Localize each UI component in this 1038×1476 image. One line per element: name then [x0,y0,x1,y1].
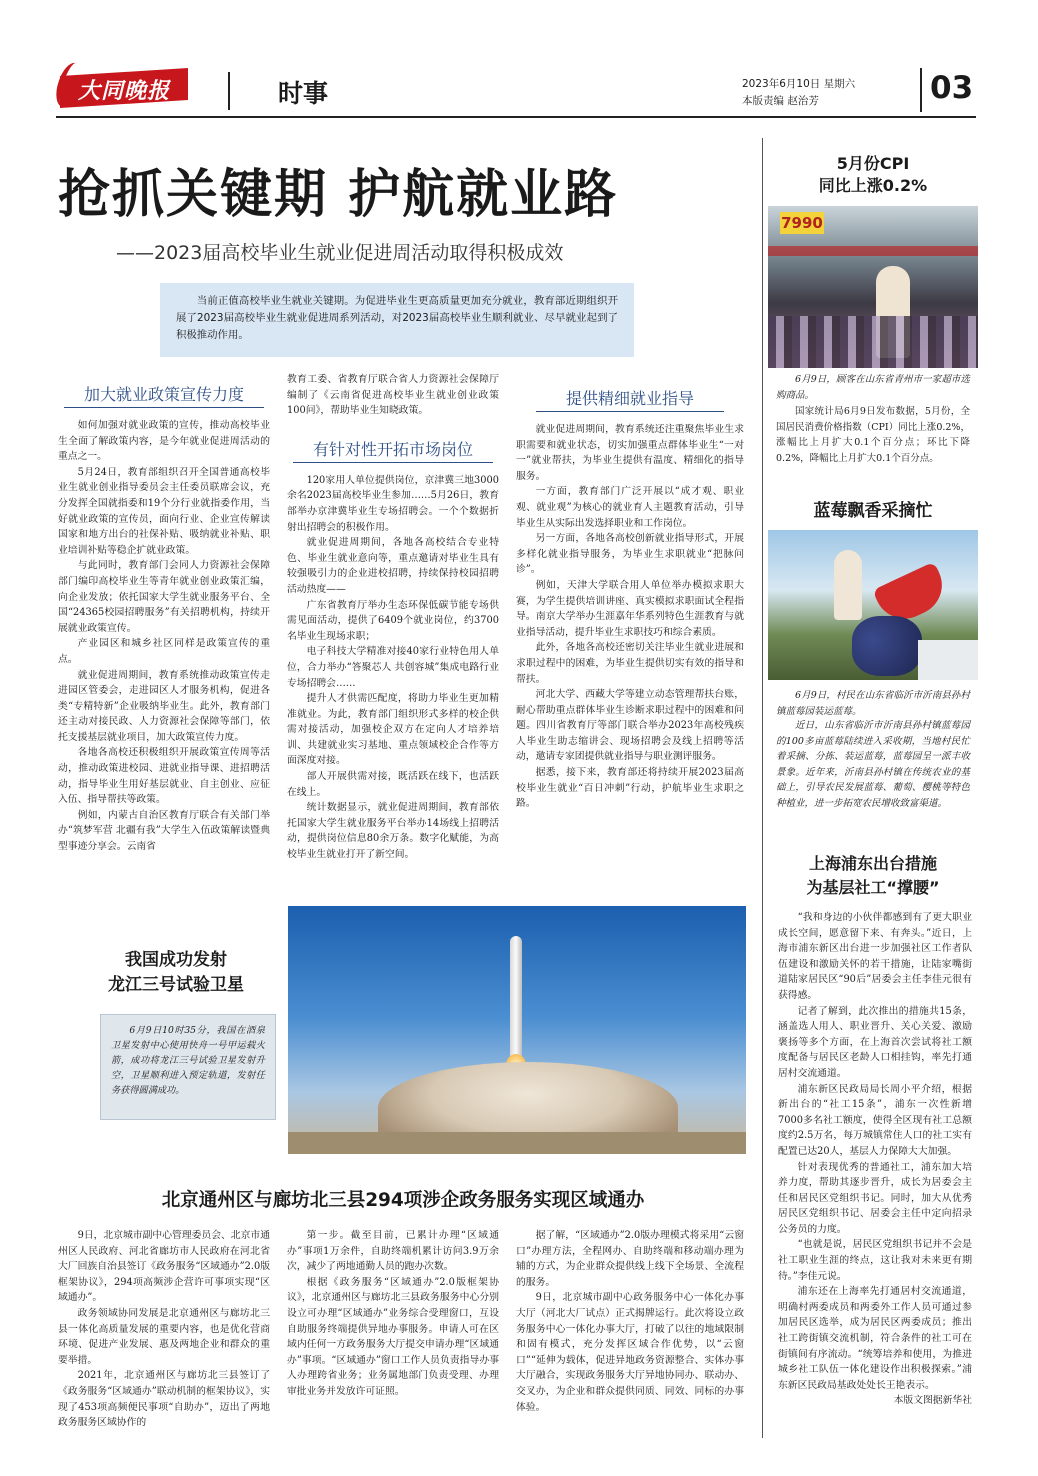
tongzhou-paragraph: 2021年，北京通州区与廊坊北三县签订了《政务服务“区域通办”联动机制的框架协议》，实现了453项高频便民事项“自助办”，迈出了两地政务服务区域协作的 [58,1370,270,1429]
tongzhou-paragraph: 根据《政务服务“区域通办”2.0版框架协议》，北京通州区与廊坊北三县政务服务中心分别设立可办理“区域通办”业务综合受理窗口，互设自助服务终端提供异地办事服务。申请人可在区域内任何一方政务服务大厅提交申请办理“区域通办”事项。“区域通办”窗口工作人员负责指导办事人办理跨省业务；业务属地部门负责受理、办理审批业务并发放许可证照。 [287,1276,499,1397]
article-paragraph: 例如，天津大学联合用人单位举办模拟求职大赛，为学生提供培训讲座、真实模拟求职面试全程指导。南京大学举办生涯嘉年华系列特色生涯教育与就业指导活动，提升毕业生求职技巧和综合素质。 [516,579,744,638]
shanghai-paragraph: 针对表现优秀的普通社工，浦东加大培养力度，帮助其逐步晋升，成长为居委会主任和居民区党组织书记。同时，加大从优秀居民区党组织书记、居委会主任中定向招录公务员的力度。 [778,1161,972,1235]
blueberry-photo [768,530,978,680]
tongzhou-paragraph: 第一步。截至目前，已累计办理“区域通办”事项1万余件，自助终端机累计访问3.9万余次，减少了两地通勤人员的跑办次数。 [287,1230,499,1273]
tongzhou-column-3 [516,1228,744,1438]
cpi-title-line1: 5月份CPI [836,154,910,173]
tongzhou-paragraph: 9日，北京城市副中心政务服务中心一体化办事大厅（河北大厂试点）正式揭牌运行。此次将设立政务服务中心一体化办事大厅，打破了以往的地域限制和固有模式，充分发挥区域合作优势，以“云窗口”“延伸为载体，促进异地政务资源整合、实体办事大厅融合，实现政务服务大厅异地协同办、联动办、交叉办，为企业和群众提供同质、同效、同标的办事体验。 [516,1292,744,1413]
worker-figure [834,550,862,620]
shanghai-paragraph: “也就是说，居民区党组织书记并不会是社工职业生涯的终点，这让我对未来更有期待。”李佳元说。 [778,1239,972,1282]
rocket-body [510,936,522,1056]
tongzhou-paragraph: 据了解，“区域通办”2.0版办理模式将采用“云窗口”办理方法，全程网办、自助终端和移动端办理为辅的方式，为企业群众提供线上线下全场景、全流程的服务。 [516,1230,744,1288]
lead-text: 当前正值高校毕业生就业关键期。为促进毕业生更高质量更加充分就业，教育部近期组织开展了2023届高校毕业生就业促进周系列活动，对2023届高校毕业生顺利就业、尽早就业起到了积极推动作用。 [176,295,618,341]
page-editor: 本版责编 赵治芳 [742,95,819,107]
section-heading-market: 有针对性开拓市场岗位 [293,437,493,463]
tongzhou-column-1 [58,1228,270,1438]
article-paragraph: 提升人才供需匹配度，将助力毕业生更加精准就业。为此，教育部门组织形式多样的校企供需对接活动，加强校企双方在定向人才培养培训、共建就业实习基地、重点领域校企合作等方面深度对接。 [287,693,499,767]
shanghai-paragraph: 浦东新区民政局局长周小平介绍，根据新出台的“社工15条”，浦东一次性新增7000多名社工额度，使得全区现有社工总额度约2.5万名，每万城镇常住人口的社工实有配置已达20人，基层人力保障大大加强。 [778,1083,972,1157]
article-paragraph: 河北大学、西藏大学等建立动态管理帮扶台账，耐心帮助重点群体毕业生诊断求职过程中的困难和问题。四川省教育厅等部门联合举办2023年高校残疾人毕业生助志缩讲会、现场招聘会及线上招聘等活动，邀请专家团提供就业指导与职业测评服务。 [516,689,744,763]
article-paragraph: 统计数据显示，就业促进周期间，教育部依托国家大学生就业服务平台举办14场线上招聘活动，提供岗位信息80余万条。数字化赋能，为高校毕业生就业打开了新空间。 [287,802,499,861]
shanghai-paragraph: 记者了解到，此次推出的措施共15条，涵盖选人用人、职业晋升、关心关爱、激励褒扬等多个方面，在上海首次尝试将社工额度配备与居民区老龄人口相挂钩，率先打通居村交流通道。 [778,1005,972,1079]
section-heading-policy: 加大就业政策宣传力度 [64,382,264,408]
blueberry-title: 蓝莓飘香采摘忙 [813,501,933,521]
section-name: 时事 [278,79,329,108]
blueberry-caption: 6月9日，村民在山东省临沂市沂南县孙村镇蓝莓园装运蓝莓。 [776,690,970,717]
article-paragraph: 就业促进周期间，各地各高校结合专业特色、毕业生就业意向等，重点邀请对毕业生具有较强吸引力的企业进校招聘，持续保持校园招聘活动热度—— [287,537,499,595]
ground [288,1132,746,1154]
shanghai-paragraph: “我和身边的小伙伴都感到有了更大职业成长空间，愿意留下来、有奔头。”近日，上海市浦东新区出台进一步加强社区工作者队伍建设和激励关怀的若干措施，让陆家嘴街道陆家居民区“90后”居委会主任李佳元很有获得感。 [778,912,972,1001]
tongzhou-paragraph: 9日，北京城市副中心管理委员会、北京市通州区人民政府、河北省廊坊市人民政府在河北省大厂回族自治县签订《政务服务“区域通办”2.0版框架协议》，294项高频涉企营许可事项实现“区域通办”。 [58,1230,270,1304]
shanghai-title-line2: 为基层社工“撑腰” [806,878,940,897]
article-paragraph: 120家用人单位提供岗位，京津冀三地3000余名2023届高校毕业生参加……5月26日，教育部举办京津冀毕业生专场招聘会。一个个数据折射出招聘会的积极作用。 [287,474,499,533]
cpi-title-line2: 同比上涨0.2% [818,176,928,195]
article-column-3 [516,372,744,900]
article-paragraph: 据悉，接下来，教育部还将持续开展2023届高校毕业生就业“百日冲刺”行动，护航毕业生求职之路。 [516,767,744,810]
article-paragraph: 另一方面，各地各高校创新就业指导形式，开展多样化就业指导服务，为毕业生求职就业“把脉问诊”。 [516,533,744,576]
article-paragraph: 就业促进周期间，教育系统推动政策宣传走进园区管委会，走进园区人才服务机构，促进各类“专精特新”企业吸纳毕业生。此外，教育部门还主动对接民政、人力资源社会保障等部门，依托支援基层就业项目，加大政策宣传力度。 [58,669,270,743]
article-paragraph: 部人开展供需对接，既活跃在线下，也活跃在线上。 [287,771,499,798]
shelf-stripe [768,246,978,256]
logo-text: 大同晚报 [78,78,171,104]
rocket-launch-photo [288,906,746,1154]
shanghai-title-line1: 上海浦东出台措施 [808,854,937,873]
article-column-2 [287,372,499,900]
article-paragraph: 广东省教育厅举办生态环保低碳节能专场供需见面活动，提供了6409个就业岗位，约3700名毕业生现场求职； [287,599,499,642]
sidebar-divider [762,138,763,1438]
article-paragraph: 例如，内蒙古自治区教育厅联合有关部门举办“筑梦军营 北疆有我”大学生入伍政策解读暨典型事迹分享会。云南省 [58,809,270,853]
shanghai-article [778,910,972,1430]
article-paragraph: 电子科技大学精准对接40家行业特色用人单位，合力举办“答聚芯人 共创容城”集成电路行业专场招聘会…… [287,646,499,689]
masthead [56,62,976,117]
column-2-continuation: 教育工委、省教育厅联合省人力资源社会保障厅编制了《云南省促进高校毕业生就业创业政策100问》，帮助毕业生知晓政策。 [287,374,499,417]
article-paragraph: 产业园区和城乡社区同样是政策宣传的重点。 [58,638,270,665]
article-paragraph: 与此同时，教育部门会同人力资源社会保障部门编印高校毕业生等青年就业创业政策汇编，向企业发放；依托国家大学生就业服务平台、全国“24365校园招聘服务”有关招聘机构，持续开展就业政策宣传。 [58,560,270,634]
satellite-caption: 6月9日10时35分，我国在酒泉卫星发射中心使用快舟一号甲运载火箭，成功将龙江三号试验卫星发射升空，卫星顺利进入预定轨道，发射任务获得圆满成功。 [111,1025,265,1096]
crates [918,640,978,680]
main-headline: 抢抓关键期 护航就业路 [58,165,619,225]
tongzhou-column-2 [287,1228,499,1438]
clothes-rack [768,316,978,368]
page-number: 03 [930,70,974,106]
price-tag-value: 7990 [781,214,823,232]
main-subheadline: ——2023届高校毕业生就业促进周活动取得积极成效 [116,242,564,264]
article-paragraph: 就业促进周期间，教育系统还注重聚焦毕业生求职需要和就业状态，切实加强重点群体毕业生“一对一”就业帮扶，为毕业生提供有温度、精细化的指导服务。 [516,424,744,482]
tongzhou-paragraph: 政务领域协同发展是北京通州区与廊坊北三县一体化高质量发展的重要内容，也是优化营商环境、促进产业发展、惠及两地企业和群众的重要举措。 [58,1307,270,1366]
cpi-body: 国家统计局6月9日发布数据，5月份，全国居民消费价格指数（CPI）同比上涨0.2%，涨幅比上月扩大0.1个百分点；环比下降0.2%，降幅比上月扩大0.1个百分点。 [776,406,970,464]
price-tag [780,212,824,234]
section-heading-guidance: 提供精细就业指导 [536,386,724,412]
source-note: 本版文图据新华社 [893,1395,972,1407]
article-paragraph: 如何加强对就业政策的宣传，推动高校毕业生全面了解政策内容，是今年就业促进周活动的重点之一。 [58,420,270,463]
satellite-title-line2: 龙江三号试验卫星 [108,975,244,995]
page-number-divider [920,68,922,112]
article-paragraph: 5月24日，教育部组织召开全国普通高校毕业生就业创业指导委员会主任委员联席会议，充分发挥全国就指委和19个分行业就指委作用，当好就业政策的宣传员，面向行业、企业宣传解读国家和地方出台的社保补贴、吸纳就业补贴、职业培训补贴等稳企扩就业政策。 [58,466,270,556]
article-paragraph: 各地各高校还积极组织开展政策宣传周等活动，推动政策进校园、进就业指导课、进招聘活动，指导毕业生用好基层就业、自主创业、应征入伍、指导帮扶等政策。 [58,747,270,806]
satellite-title-line1: 我国成功发射 [125,950,227,970]
article-paragraph: 此外，各地各高校还密切关注毕业生就业进展和求职过程中的困难，为毕业生提供切实有效的指导和帮扶。 [516,642,744,685]
masthead-rule [56,116,976,118]
article-column-1 [58,372,270,900]
blueberry-body: 近日，山东省临沂市沂南县孙村镇蓝莓园的100多亩蓝莓陆续进入采收期，当地村民忙着采摘、分拣、装运蓝莓，蓝莓园呈一派丰收景象。近年来，沂南县孙村镇在传统农业的基础上，引导农民发展蓝莓、葡萄、樱桃等特色种植业，进一步拓宽农民增收致富渠道。 [776,720,970,809]
blueberry-pile [852,616,922,676]
tongzhou-headline: 北京通州区与廊坊北三县294项涉企政务服务实现区域通办 [161,1190,645,1211]
cpi-supermarket-photo [768,206,978,368]
issue-date: 2023年6月10日 星期六 [742,78,856,90]
lead-box [160,283,634,357]
shanghai-paragraph: 浦东还在上海率先打通居村交流通道，明确村两委成员和两委外工作人员可通过参加居民区选举，成为居民区两委成员；推出社工跨街镇交流机制，符合条件的社工可在街镇间有序流动。“统筹培养和使用，为推进城乡社工队伍一体化建设作出积极探索。”浦东新区民政局基政处处长王艳表示。 [778,1286,972,1391]
article-paragraph: 一方面，教育部门广泛开展以“成才观、职业观、就业观”为核心的就业育人主题教育活动，引导毕业生从实际出发选择职业和工作岗位。 [516,486,744,529]
cpi-caption: 6月9日，顾客在山东省青州市一家超市选购商品。 [776,374,970,401]
satellite-caption-box [100,1014,276,1120]
section-divider [228,72,230,110]
